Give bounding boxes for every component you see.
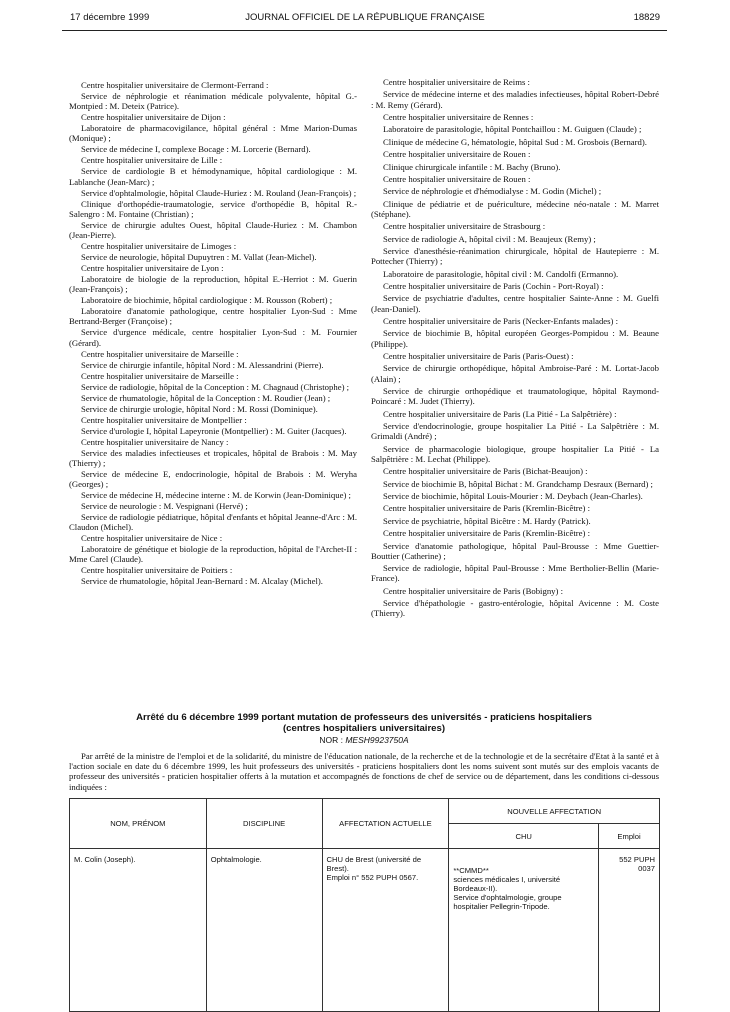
paragraph: Centre hospitalier universitaire de Rennes :: [383, 111, 534, 122]
paragraph: Service de radiologie pédiatrique, hôpital d'enfants et hôpital Jeanne-d'Arc : M. Claudon (Michel).: [69, 512, 357, 533]
paragraph: Service de biochimie B, hôpital européen Georges-Pompidou : M. Beaune (Philippe).: [371, 328, 659, 349]
paragraph: Centre hospitalier universitaire de Nice :: [81, 533, 223, 544]
paragraph: Centre hospitalier universitaire de Paris (Bichat-Beaujon) :: [383, 466, 588, 477]
header-emploi: Emploi: [599, 824, 660, 849]
paragraph: Service de neurologie : M. Vespignani (Hervé) ;: [81, 501, 248, 512]
paragraph: Laboratoire de biologie de la reproduction, hôpital E.-Herriot : M. Guerin (Jean-François) ;: [69, 274, 357, 295]
paragraph: Service de chirurgie orthopédique et traumatologique, hôpital Raymond-Poincaré : M. Judet (Thierry).: [371, 386, 659, 407]
header-discipline: DISCIPLINE: [206, 799, 322, 849]
cell-emploi: 552 PUPH 0037: [599, 849, 660, 1012]
paragraph: Laboratoire d'anatomie pathologique, centre hospitalier Lyon-Sud : Mme Bertrand-Berger (Françoise) ;: [69, 306, 357, 327]
paragraph: Clinique de médecine G, hématologie, hôpital Sud : M. Grosbois (Bernard).: [383, 136, 647, 147]
paragraph: Centre hospitalier universitaire de Montpellier :: [81, 414, 247, 425]
paragraph: Laboratoire de pharmacovigilance, hôpital général : Mme Marion-Dumas (Monique) ;: [69, 123, 357, 144]
actuelle-line1: CHU de Brest (université de Brest).: [326, 855, 422, 873]
paragraph: Centre hospitalier universitaire de Clermont-Ferrand :: [81, 80, 269, 90]
paragraph: Service de radiologie, hôpital de la Conception : M. Chagnaud (Christophe) ;: [81, 381, 350, 392]
arrete-intro: Par arrêté de la ministre de l'emploi et de la solidarité, du ministre de l'éducation nationale, de la recherche et de la technologie et de la secrétaire d'Etat à la santé et à l'action sociale en date du 6 décembre 1999, les huit professeurs des universités - praticiens hospitaliers dont les noms suivent sont mutés sur des emplois vacants de professeur des universités - praticien hospitalier offerts à la mutation et accompagnés de fonctions de chef de service ou de département, dans les conditions ci-dessous indiquées :: [69, 751, 659, 792]
header-date: 17 décembre 1999: [70, 12, 150, 23]
journal-title: JOURNAL OFFICIEL DE LA RÉPUBLIQUE FRANÇAISE: [245, 12, 485, 23]
actuelle-line2: Emploi n° 552 PUPH 0567.: [326, 873, 419, 882]
table-row: [70, 849, 660, 1012]
chu-line1: **CMMD**: [453, 866, 489, 875]
paragraph: Service de rhumatologie, hôpital de la Conception : M. Roudier (Jean) ;: [81, 392, 331, 403]
paragraph: Centre hospitalier universitaire de Rouen :: [383, 173, 531, 184]
paragraph: Service de médecine interne et des maladies infectieuses, hôpital Robert-Debré : M. Remy (Gérard).: [371, 89, 659, 110]
paragraph: Centre hospitalier universitaire de Nancy :: [81, 436, 229, 447]
paragraph: Clinique chirurgicale infantile : M. Bachy (Bruno).: [383, 161, 561, 172]
paragraph: Service de chirurgie adultes Ouest, hôpital Claude-Huriez : M. Chambon (Jean-Pierre).: [69, 219, 357, 241]
paragraph: Service d'anatomie pathologique, hôpital Paul-Brousse : Mme Guettier-Bouttier (Catherine) ;: [371, 540, 659, 561]
paragraph: Centre hospitalier universitaire de Paris (Cochin - Port-Royal) :: [383, 281, 604, 292]
paragraph: Service de médecine H, médecine interne : M. de Korwin (Jean-Dominique) ;: [81, 490, 351, 501]
paragraph: Centre hospitalier universitaire de Dijon :: [81, 112, 226, 123]
paragraph: Service de biochimie B, hôpital Bichat : M. Grandchamp Desraux (Bernard) ;: [383, 478, 653, 489]
paragraph: Service d'endocrinologie, groupe hospitalier La Pitié - La Salpêtrière : M. Grimaldi (André) ;: [371, 421, 659, 442]
paragraph: Laboratoire de biochimie, hôpital cardiologique : M. Rousson (Robert) ;: [81, 295, 333, 306]
page-number: 18829: [633, 12, 660, 23]
arrete-title-line1: Arrêté du 6 décembre 1999 portant mutation de professeurs des universités - praticiens hospitaliers: [136, 712, 592, 723]
cell-discipline: Ophtalmologie.: [206, 849, 322, 1012]
paragraph: Centre hospitalier universitaire de Paris (La Pitié - La Salpêtrière) :: [383, 408, 617, 419]
paragraph: Service de radiologie, hôpital Paul-Brousse : Mme Bertholier-Bellin (Marie-France).: [371, 563, 659, 584]
paragraph: Centre hospitalier universitaire de Strasbourg :: [383, 221, 546, 232]
paragraph: Service de néphrologie et d'hémodialyse : M. Godin (Michel) ;: [383, 186, 602, 197]
arrete-title: [69, 712, 659, 734]
paragraph: Centre hospitalier universitaire de Lille :: [81, 155, 223, 166]
cell-chu: [449, 849, 599, 1012]
header-affectation-actuelle: AFFECTATION ACTUELLE: [322, 799, 449, 849]
header-rule: [62, 30, 667, 31]
arrete-title-line2: (centres hospitaliers universitaires): [282, 723, 446, 734]
cell-affectation-actuelle: [322, 849, 449, 1012]
header-chu: CHU: [449, 824, 599, 849]
paragraph: Service de psychiatrie, hôpital Bicêtre : M. Hardy (Patrick).: [383, 515, 591, 526]
paragraph: Centre hospitalier universitaire de Paris (Necker-Enfants malades) :: [383, 316, 619, 327]
paragraph: Service d'urologie I, hôpital Lapeyronie (Montpellier) : M. Guiter (Jacques).: [81, 425, 347, 436]
paragraph: Centre hospitalier universitaire de Paris (Kremlin-Bicêtre) :: [383, 503, 590, 514]
paragraph: Clinique d'orthopédie-traumatologie, service d'orthopédie B, hôpital R.-Salengro : M. Fontaine (Christian) ;: [69, 198, 357, 219]
paragraph: Service d'ophtalmologie, hôpital Claude-Huriez : M. Rouland (Jean-François) ;: [81, 187, 357, 198]
paragraph: Service de radiologie A, hôpital civil : M. Beaujeux (Remy) ;: [383, 233, 596, 244]
paragraph: Centre hospitalier universitaire de Paris (Bobigny) :: [383, 585, 563, 596]
paragraph: Centre hospitalier universitaire de Limoges :: [81, 241, 237, 252]
cell-nom: M. Colin (Joseph).: [70, 849, 207, 1012]
paragraph: Service de psychiatrie d'adultes, centre hospitalier Sainte-Anne : M. Guelfi (Jean-Daniel).: [371, 293, 659, 314]
paragraph: Centre hospitalier universitaire de Marseille :: [81, 348, 239, 359]
paragraph: Service de neurologie, hôpital Dupuytren : M. Vallat (Jean-Michel).: [81, 252, 317, 263]
paragraph: Service de chirurgie urologie, hôpital Nord : M. Rossi (Dominique).: [81, 403, 318, 414]
paragraph: Service de médecine E, endocrinologie, hôpital de Brabois : M. Weryha (Georges) ;: [69, 468, 357, 490]
nor-label: NOR :: [319, 735, 343, 745]
paragraph: Service de chirurgie orthopédique, hôpital Ambroise-Paré : M. Lortat-Jacob (Alain) ;: [371, 363, 659, 384]
page-header: [70, 12, 660, 30]
right-column: [371, 77, 659, 621]
paragraph: Centre hospitalier universitaire de Paris (Kremlin-Bicêtre) :: [383, 528, 590, 539]
paragraph: Centre hospitalier universitaire de Poitiers :: [81, 565, 233, 576]
left-column: [69, 80, 357, 587]
paragraph: Service de pharmacologie biologique, groupe hospitalier La Pitié - La Salpêtrière : M. Lechat (Philippe).: [371, 443, 659, 464]
paragraph: Service de biochimie, hôpital Louis-Mourier : M. Deybach (Jean-Charles).: [383, 490, 643, 501]
paragraph: Service d'anesthésie-réanimation chirurgicale, hôpital de Hautepierre : M. Pottecher (Thierry) ;: [371, 246, 659, 267]
paragraph: Clinique de pédiatrie et de puériculture, médecine néo-natale : M. Marret (Stéphane).: [371, 198, 659, 219]
paragraph: Service d'hépathologie - gastro-entérologie, hôpital Avicenne : M. Coste (Thierry).: [371, 598, 659, 619]
paragraph: Laboratoire de parasitologie, hôpital civil : M. Candolfi (Ermanno).: [383, 268, 619, 279]
chu-line2: sciences médicales I, université Bordeaux-II).: [453, 875, 561, 893]
nor-code: MESH9923750A: [345, 735, 409, 745]
paragraph: Service de néphrologie et réanimation médicale polyvalente, hôpital G.-Montpied : M. Deteix (Patrice).: [69, 91, 357, 112]
paragraph: Service de rhumatologie, hôpital Jean-Bernard : M. Alcalay (Michel).: [81, 576, 323, 587]
paragraph: Centre hospitalier universitaire de Marseille :: [81, 370, 239, 381]
chu-line3: Service d'ophtalmologie, groupe hospitalier Pellegrin-Tripode.: [453, 893, 562, 911]
nor-reference: [69, 735, 659, 745]
paragraph: Centre hospitalier universitaire de Rouen :: [383, 149, 531, 160]
paragraph: Centre hospitalier universitaire de Paris (Paris-Ouest) :: [383, 351, 574, 362]
mutation-table: [69, 798, 660, 1012]
paragraph: Centre hospitalier universitaire de Reims :: [383, 77, 530, 87]
paragraph: Service de cardiologie B et hémodynamique, hôpital cardiologique : M. Lablanche (Jean-Marc) ;: [69, 166, 357, 187]
paragraph: Service de chirurgie infantile, hôpital Nord : M. Alessandrini (Pierre).: [81, 359, 324, 370]
paragraph: Laboratoire de génétique et biologie de la reproduction, hôpital de l'Archet-II : Mme Carel (Claude).: [69, 544, 357, 565]
paragraph: Service de médecine I, complexe Bocage : M. Lorcerie (Bernard).: [81, 144, 311, 155]
paragraph: Service d'urgence médicale, centre hospitalier Lyon-Sud : M. Fournier (Gérard).: [69, 327, 357, 348]
header-nouvelle-affectation: NOUVELLE AFFECTATION: [449, 799, 660, 824]
paragraph: Laboratoire de parasitologie, hôpital Pontchaillou : M. Guiguen (Claude) ;: [383, 124, 642, 135]
paragraph: Centre hospitalier universitaire de Lyon :: [81, 263, 224, 274]
paragraph: Service des maladies infectieuses et tropicales, hôpital de Brabois : M. May (Thierry) ;: [69, 447, 357, 468]
arrete-section: [69, 712, 659, 792]
header-nom: NOM, PRÉNOM: [70, 799, 207, 849]
